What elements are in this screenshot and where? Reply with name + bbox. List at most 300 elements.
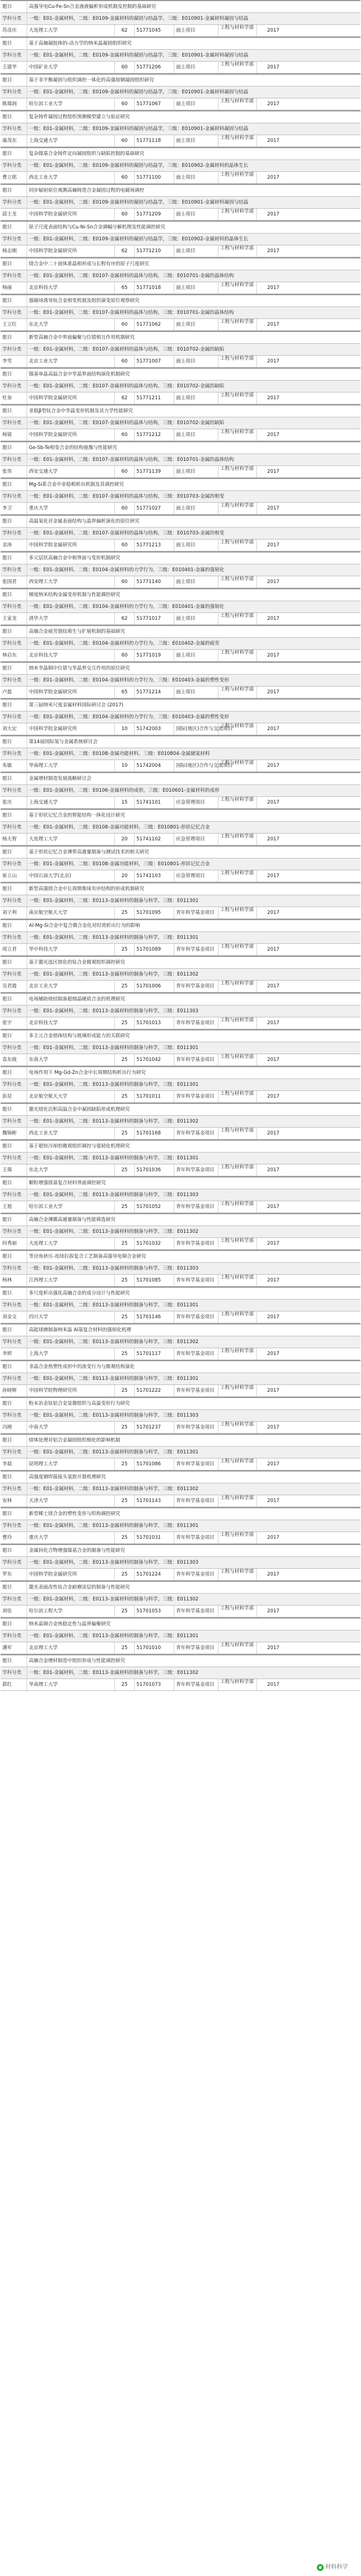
- approval-code: 51701117: [135, 1348, 174, 1360]
- title-row: [1, 847, 360, 858]
- year: 2017: [267, 1314, 280, 1320]
- organization: 清华大学: [27, 613, 115, 624]
- discipline-value: 一级：E01-金属材料，二级：E0107-金属材料的晶体与结构，三级：E010702-金属的缺陷: [29, 383, 225, 389]
- record: [1, 551, 360, 588]
- discipline-value: 一级：E01-金属材料，二级：E0113-金属材料的制备与科学，三级：E011303: [29, 1192, 199, 1198]
- investigator-name: 康茂东: [1, 135, 27, 146]
- investigator-name: 邱士龙: [1, 209, 27, 220]
- approval-code: 51771100: [135, 172, 174, 183]
- discipline-value: 一级：E01-金属材料，二级：E0113-金属材料的制备与科学，三级：E011303: [29, 1266, 199, 1271]
- title-label: 题目: [1, 589, 27, 601]
- discipline-label: 学科分类: [1, 858, 27, 870]
- organization: 天津大学: [27, 1495, 115, 1507]
- title-row: [1, 442, 360, 454]
- discipline-label: 学科分类: [1, 675, 27, 686]
- organization: 大连理工大学: [27, 1238, 115, 1249]
- record: [1, 441, 360, 478]
- organization: 大连理工大学: [27, 834, 115, 845]
- record: [1, 1066, 360, 1103]
- project-type: 面上项目: [174, 282, 218, 294]
- project-table: [1, 0, 360, 1691]
- discipline-value: 一级：E01-金属材料，二级：E0109-金属材料的凝固与结晶学，三级：E010901-金属材料凝固与结晶: [29, 89, 248, 95]
- title-row: [1, 700, 360, 711]
- title-row: [1, 1619, 360, 1630]
- approval-code: 51701222: [135, 1385, 174, 1396]
- discipline-value: 一级：E01-金属材料，二级：E0113-金属材料的制备与科学，三级：E011301: [29, 1523, 199, 1529]
- title-label: 题目: [1, 1288, 27, 1299]
- approval-code: 51701031: [135, 1532, 174, 1543]
- title-label: 题目: [1, 626, 27, 637]
- discipline-label: 学科分类: [1, 1006, 27, 1017]
- funding-amount: 60: [115, 650, 135, 661]
- year: 2017: [267, 1498, 280, 1504]
- discipline-row: [1, 748, 360, 760]
- funding-amount: 25: [115, 1091, 135, 1102]
- detail-row: [1, 1164, 360, 1176]
- detail-row: [1, 1348, 360, 1360]
- project-title: 亚稳β型钛合金中孪晶变形机制及其力学性能研究: [29, 408, 133, 414]
- investigator-name: 吴君霞: [1, 981, 27, 992]
- project-type: 青年科学基金项目: [174, 1606, 218, 1617]
- organization: 西安理工大学: [27, 576, 115, 588]
- title-row: [1, 479, 360, 491]
- detail-row: [1, 760, 360, 772]
- project-title: 复杂镍基合金铸件定向凝固组织与缺陷控制的基础研究: [29, 151, 145, 157]
- title-row: [1, 185, 360, 197]
- record: [1, 1140, 360, 1176]
- project-title: 基于非平衡凝固与组织调控一体化的高强韧钢凝固组织研究: [29, 77, 154, 83]
- year: 2017: [267, 1278, 280, 1283]
- year: 2017: [267, 1241, 280, 1246]
- department: 工程与材料学部: [218, 760, 257, 771]
- title-row: [1, 773, 360, 785]
- approval-code: 51701095: [135, 907, 174, 918]
- discipline-row: [1, 1483, 360, 1495]
- project-type: 面上项目: [174, 503, 218, 514]
- title-row: [1, 1, 360, 13]
- discipline-label: 学科分类: [1, 748, 27, 760]
- discipline-label: 学科分类: [1, 564, 27, 576]
- funding-amount: 25: [115, 907, 135, 918]
- organization: 西北工业大学: [27, 172, 115, 183]
- record: [1, 1323, 360, 1360]
- title-row: [1, 111, 360, 123]
- year: 2017: [267, 175, 280, 180]
- discipline-row: [1, 1006, 360, 1017]
- project-title: 纳米孪晶铜中位错与孪晶界交互作用的原位研究: [29, 666, 130, 671]
- title-label: 题目: [1, 516, 27, 527]
- discipline-value: 一级：E01-金属材料，二级：E0109-金属材料的凝固与结晶学，三级：E010902-金属材料的晶体生长: [29, 236, 248, 242]
- project-type: 青年科学基金项目: [174, 944, 218, 955]
- discipline-row: [1, 87, 360, 98]
- year: 2017: [267, 542, 280, 548]
- discipline-value: 一级：E01-金属材料，二级：E0113-金属材料的制备与科学，三级：E011301: [29, 1449, 199, 1455]
- project-type: 青年科学基金项目: [174, 1495, 218, 1507]
- approval-code: 51771140: [135, 576, 174, 588]
- discipline-row: [1, 307, 360, 319]
- department: 工程与材料学部: [218, 1275, 257, 1286]
- record: [1, 588, 360, 625]
- project-title: 高熵合金增材制造中组织形成与性能调控研究: [29, 1658, 126, 1664]
- organization: 北京工业大学: [27, 981, 115, 992]
- detail-row: [1, 1385, 360, 1397]
- discipline-value: 一级：E01-金属材料，二级：E0113-金属材料的制备与科学，三级：E011303: [29, 1008, 199, 1014]
- organization: 中国科学院物理研究所: [27, 1385, 115, 1396]
- title-label: 题目: [1, 1435, 27, 1446]
- discipline-label: 学科分类: [1, 454, 27, 465]
- organization: 中国科学院金属研究所: [27, 723, 115, 735]
- discipline-label: 学科分类: [1, 1630, 27, 1642]
- funding-amount: 25: [115, 981, 135, 992]
- detail-row: [1, 1201, 360, 1213]
- discipline-value: 一级：E01-金属材料，二级：E0113-金属材料的制备与科学，三级：E011301: [29, 935, 199, 940]
- title-label: 题目: [1, 1104, 27, 1115]
- project-title: 基于超快冷却的微观组织调控与强韧化机理研究: [29, 1144, 130, 1149]
- detail-row: [1, 1606, 360, 1617]
- discipline-row: [1, 1116, 360, 1128]
- project-title: 基于高熵凝胶体的-动力学的纳米晶凝固组织研究: [29, 41, 132, 46]
- detail-row: [1, 981, 360, 993]
- project-title: 镍基单晶高温合金中孪晶界面结构演化机制研究: [29, 372, 130, 377]
- approval-code: 51701013: [135, 1017, 174, 1029]
- approval-code: 51771206: [135, 62, 174, 73]
- record: [1, 294, 360, 331]
- record: [1, 919, 360, 956]
- year: 2017: [267, 469, 280, 474]
- title-label: 题目: [1, 1, 27, 12]
- funding-amount: 60: [115, 209, 135, 220]
- discipline-label: 学科分类: [1, 417, 27, 429]
- investigator-name: 卢磊: [1, 687, 27, 698]
- discipline-row: [1, 1594, 360, 1606]
- project-type: 青年科学基金项目: [174, 1054, 218, 1065]
- organization: 中国科学院金属研究所: [27, 540, 115, 551]
- funding-amount: 60: [115, 540, 135, 551]
- record: [1, 1029, 360, 1066]
- funding-amount: 25: [115, 1238, 135, 1249]
- title-row: [1, 1030, 360, 1042]
- project-type: 面上项目: [174, 613, 218, 624]
- organization: 重庆大学: [27, 503, 115, 514]
- investigator-name: 李婷: [1, 1348, 27, 1360]
- record: [1, 772, 360, 809]
- organization: 哈尔滨工程大学: [27, 1606, 115, 1617]
- record: [1, 515, 360, 551]
- project-title: 原子尺度表面结构与Cu-Ni-Sn合金调幅分解机理及性能调控研究: [29, 225, 165, 230]
- detail-row: [1, 907, 360, 919]
- organization: 北京航空航天大学: [27, 1091, 115, 1102]
- title-row: [1, 1288, 360, 1300]
- year: 2017: [267, 212, 280, 217]
- approval-code: 51771045: [135, 25, 174, 36]
- discipline-row: [1, 1630, 360, 1642]
- title-label: 题目: [1, 1030, 27, 1042]
- discipline-value: 一级：E01-金属材料，二级：E0109-金属材料的凝固与结晶学，三级：E010901-金属材料凝固与结晶: [29, 200, 248, 205]
- year: 2017: [267, 248, 280, 254]
- department: 工程与材料学部: [218, 1495, 257, 1507]
- project-type: 面上项目: [174, 356, 218, 367]
- title-label: 题目: [1, 405, 27, 417]
- project-type: 面上项目: [174, 245, 218, 257]
- project-type: 青年科学基金项目: [174, 1385, 218, 1396]
- department: 工程与材料学部: [218, 503, 257, 514]
- project-type: 面上项目: [174, 576, 218, 588]
- approval-code: 51701006: [135, 981, 174, 992]
- discipline-value: 一级：E01-金属材料，二级：E0107-金属材料的晶体与结构，三级：E010701-金属的晶体结构: [29, 273, 234, 279]
- discipline-label: 学科分类: [1, 491, 27, 502]
- record: [1, 404, 360, 441]
- record: [1, 625, 360, 662]
- funding-amount: 15: [115, 797, 135, 808]
- title-label: 题目: [1, 1141, 27, 1152]
- approval-code: 51771209: [135, 209, 174, 220]
- year: 2017: [267, 28, 280, 33]
- discipline-value: 一级：E01-金属材料，二级：E0107-金属材料的晶体与结构，三级：E010701-金属的晶体结构: [29, 310, 234, 316]
- detail-row: [1, 797, 360, 809]
- funding-amount: 25: [115, 1201, 135, 1213]
- discipline-value: 一级：E01-金属材料，二级：E0108-金属功能材料，三级：E010804-金属储氢材料: [29, 751, 210, 757]
- department: 工程与材料学部: [218, 907, 257, 918]
- investigator-name: 王立红: [1, 319, 27, 330]
- record: [1, 110, 360, 147]
- detail-row: [1, 687, 360, 698]
- year: 2017: [267, 64, 280, 70]
- organization: 华南理工大学: [27, 1679, 115, 1690]
- discipline-label: 学科分类: [1, 87, 27, 98]
- department: 工程与材料学部: [218, 1017, 257, 1029]
- investigator-name: 刘大宏: [1, 723, 27, 735]
- organization: 重庆大学: [27, 1532, 115, 1543]
- record: [1, 1360, 360, 1397]
- discipline-value: 一级：E01-金属材料，二级：E0113-金属材料的制备与科学，三级：E011301: [29, 1155, 199, 1161]
- funding-amount: 60: [115, 319, 135, 330]
- investigator-name: 冯刚: [1, 1422, 27, 1433]
- discipline-value: 一级：E01-金属材料，二级：E0113-金属材料的制备与科学，三级：E011302: [29, 1339, 199, 1345]
- record: [1, 1250, 360, 1287]
- year: 2017: [267, 506, 280, 511]
- detail-row: [1, 723, 360, 735]
- record: [1, 1507, 360, 1544]
- year: 2017: [267, 579, 280, 585]
- year: 2017: [267, 101, 280, 107]
- project-title: 粉末冶金钛铝合金显微组织与高温变形行为研究: [29, 1401, 130, 1406]
- title-row: [1, 1141, 360, 1153]
- organization: 四川大学: [27, 1311, 115, 1323]
- department: 工程与材料学部: [218, 1606, 257, 1617]
- funding-amount: 60: [115, 429, 135, 441]
- department: 工程与材料学部: [218, 466, 257, 477]
- investigator-name: 李晨: [1, 1459, 27, 1470]
- investigator-name: 杨林: [1, 1275, 27, 1286]
- approval-code: 51701042: [135, 1054, 174, 1065]
- organization: 哈尔滨工业大学: [27, 98, 115, 110]
- detail-row: [1, 1054, 360, 1066]
- project-type: 面上项目: [174, 466, 218, 477]
- organization: 中国科学院金属研究所: [27, 687, 115, 698]
- detail-row: [1, 503, 360, 515]
- title-row: [1, 295, 360, 307]
- record: [1, 1617, 360, 1654]
- funding-amount: 60: [115, 172, 135, 183]
- project-title: 等径角挤压-连续拉拔复合工艺制备高强导电铜合金研究: [29, 1254, 147, 1259]
- project-type: 青年科学基金项目: [174, 1275, 218, 1286]
- year: 2017: [267, 1645, 280, 1651]
- title-row: [1, 516, 360, 528]
- wechat-icon: ◉: [317, 2564, 324, 2571]
- funding-amount: 60: [115, 135, 135, 146]
- year: 2017: [267, 616, 280, 622]
- organization: 大连理工大学: [27, 25, 115, 36]
- department: 工程与材料学部: [218, 392, 257, 404]
- record: [1, 74, 360, 110]
- project-title: 复杂铸件凝固过程组织预测模型建立与验证研究: [29, 114, 130, 120]
- project-title: 电场作用下 Mg-Gd-Zn合金中长周期结构析出行为研究: [29, 1070, 146, 1076]
- project-type: 青年科学基金项目: [174, 1238, 218, 1249]
- project-type: 青年科学基金项目: [174, 1091, 218, 1102]
- title-label: 题目: [1, 1582, 27, 1593]
- title-label: 题目: [1, 111, 27, 123]
- record: [1, 1470, 360, 1507]
- discipline-label: 学科分类: [1, 1189, 27, 1201]
- detail-row: [1, 392, 360, 404]
- project-title: 高强度钢焊接接头氢致开裂机理研究: [29, 1474, 106, 1480]
- department: 工程与材料学部: [218, 429, 257, 441]
- detail-row: [1, 282, 360, 294]
- department: 工程与材料学部: [218, 1642, 257, 1654]
- discipline-value: 一级：E01-金属材料，二级：E0113-金属材料的制备与科学，三级：E011302: [29, 1229, 199, 1235]
- year: 2017: [267, 1167, 280, 1173]
- detail-row: [1, 1569, 360, 1581]
- approval-code: 51701146: [135, 1311, 174, 1323]
- discipline-value: 一级：E01-金属材料，二级：E0106-金属材料的成形，三级：E010601-金属材料的成形: [29, 788, 220, 793]
- detail-row: [1, 1128, 360, 1140]
- discipline-row: [1, 675, 360, 687]
- investigator-name: 杨丽: [1, 282, 27, 294]
- department: 工程与材料学部: [218, 209, 257, 220]
- funding-amount: 62: [115, 392, 135, 404]
- funding-amount: 10: [115, 760, 135, 771]
- funding-amount: 25: [115, 1311, 135, 1323]
- title-label: 题目: [1, 920, 27, 931]
- year: 2017: [267, 1535, 280, 1541]
- project-type: 青年科学基金项目: [174, 1532, 218, 1543]
- title-label: 题目: [1, 222, 27, 233]
- department: 工程与材料学部: [218, 1091, 257, 1102]
- discipline-value: 一级：E01-金属材料，二级：E0107-金属材料的晶体与结构，三级：E010701-金属的晶体结构: [29, 457, 234, 463]
- title-row: [1, 1655, 360, 1667]
- organization: 中国科学院金属研究所: [27, 245, 115, 257]
- discipline-row: [1, 1336, 360, 1348]
- funding-amount: 62: [115, 25, 135, 36]
- discipline-row: [1, 932, 360, 944]
- title-label: 题目: [1, 1067, 27, 1078]
- title-row: [1, 1508, 360, 1520]
- organization: 中国科学院金属研究所: [27, 209, 115, 220]
- discipline-value: 一级：E01-金属材料，二级：E0113-金属材料的制备与科学，三级：E011301: [29, 1045, 199, 1051]
- project-type: 面上项目: [174, 687, 218, 698]
- project-type: 应急管理项目: [174, 870, 218, 882]
- organization: 北京科技大学: [27, 282, 115, 294]
- record: [1, 1654, 360, 1691]
- investigator-name: 林启东: [1, 650, 27, 661]
- project-title: 金属间化合物增强镍基合金的制备与性能研究: [29, 1548, 126, 1554]
- approval-code: 51701036: [135, 1164, 174, 1176]
- department: 工程与材料学部: [218, 25, 257, 36]
- detail-row: [1, 25, 360, 37]
- discipline-row: [1, 601, 360, 613]
- investigator-name: 潘军: [1, 1642, 27, 1654]
- organization: 昆明理工大学: [27, 1459, 115, 1470]
- project-title: 第三届纳米尺度金属材料国际研讨会 (2017): [29, 702, 123, 708]
- department: 工程与材料学部: [218, 687, 257, 698]
- approval-code: 51771067: [135, 98, 174, 110]
- funding-amount: 60: [115, 98, 135, 110]
- discipline-label: 学科分类: [1, 1447, 27, 1458]
- project-title: 高温氧化对金属表面结构与晶界偏析演化的原位研究: [29, 519, 140, 524]
- discipline-value: 一级：E01-金属材料，二级：E0113-金属材料的制备与科学，三级：E011302: [29, 972, 199, 977]
- year: 2017: [267, 873, 280, 879]
- discipline-value: 一级：E01-金属材料，二级：E0108-金属功能材料，三级：E010801-形状记忆合金: [29, 861, 210, 867]
- funding-amount: 25: [115, 1275, 135, 1286]
- detail-row: [1, 1311, 360, 1323]
- project-title: 高能球磨制备纳米晶 Al基复合材料的强韧化机理: [29, 1327, 131, 1333]
- department: 工程与材料学部: [218, 1385, 257, 1396]
- project-type: 面上项目: [174, 98, 218, 110]
- investigator-name: 袁东坡: [1, 1054, 27, 1065]
- record: [1, 1397, 360, 1434]
- year: 2017: [267, 983, 280, 989]
- detail-row: [1, 172, 360, 184]
- department: 工程与材料学部: [218, 944, 257, 955]
- detail-row: [1, 834, 360, 845]
- project-type: 面上项目: [174, 172, 218, 183]
- discipline-value: 一级：E01-金属材料，二级：E0113-金属材料的制备与科学，三级：E011302: [29, 1596, 199, 1602]
- discipline-label: 学科分类: [1, 1153, 27, 1164]
- project-type: 青年科学基金项目: [174, 1348, 218, 1360]
- year: 2017: [267, 910, 280, 916]
- department: 工程与材料学部: [218, 1238, 257, 1249]
- record: [1, 1434, 360, 1470]
- investigator-name: 杨志刚: [1, 245, 27, 257]
- project-type: 青年科学基金项目: [174, 1422, 218, 1433]
- title-label: 题目: [1, 663, 27, 674]
- discipline-value: 一级：E01-金属材料，二级：E0109-金属材料的凝固与结晶学，三级：E010902-金属材料的晶体生长: [29, 163, 248, 169]
- record: [1, 37, 360, 74]
- project-title: 新型高强镁合金中长周期堆垛有序结构的形成机制研究: [29, 886, 145, 892]
- detail-row: [1, 135, 360, 147]
- project-type: 青年科学基金项目: [174, 1569, 218, 1580]
- funding-amount: 25: [115, 1385, 135, 1396]
- year: 2017: [267, 1351, 280, 1357]
- approval-code: 51771210: [135, 245, 174, 257]
- record: [1, 184, 360, 221]
- record: [1, 1287, 360, 1323]
- discipline-row: [1, 197, 360, 209]
- department: 工程与材料学部: [218, 1348, 257, 1360]
- discipline-row: [1, 1189, 360, 1201]
- organization: 哈尔滨工业大学: [27, 1201, 115, 1213]
- discipline-label: 学科分类: [1, 50, 27, 61]
- title-row: [1, 1067, 360, 1079]
- organization: 北京工业大学: [27, 356, 115, 367]
- title-row: [1, 920, 360, 932]
- discipline-row: [1, 1667, 360, 1679]
- department: 工程与材料学部: [218, 1054, 257, 1065]
- discipline-row: [1, 785, 360, 797]
- investigator-name: 王建华: [1, 62, 27, 73]
- discipline-row: [1, 1373, 360, 1385]
- record: [1, 221, 360, 257]
